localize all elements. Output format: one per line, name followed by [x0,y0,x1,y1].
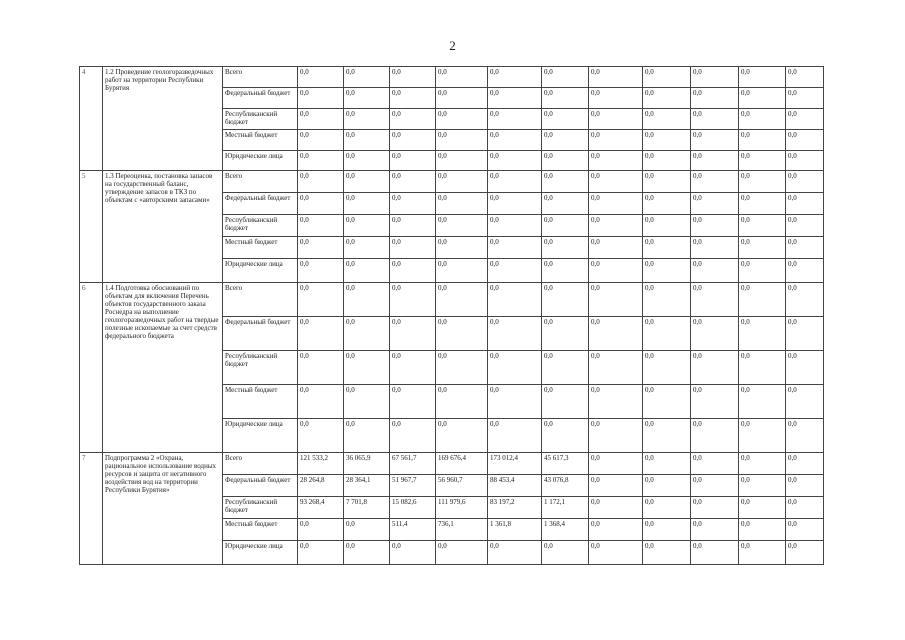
amount-cell: 169 676,4 [436,453,488,475]
amount-cell: 0,0 [691,519,739,541]
amount-cell: 0,0 [643,88,691,109]
amount-cell: 0,0 [344,259,390,283]
amount-cell: 0,0 [298,419,344,453]
amount-cell: 0,0 [390,259,436,283]
amount-cell: 0,0 [344,109,390,130]
amount-cell: 0,0 [691,151,739,171]
amount-cell: 0,0 [643,497,691,519]
amount-cell: 0,0 [643,193,691,215]
amount-cell: 0,0 [542,351,589,385]
amount-cell: 0,0 [344,419,390,453]
amount-cell: 0,0 [542,193,589,215]
funding-source: Республиканский бюджет [223,109,298,130]
row-number: 7 [80,453,103,565]
amount-cell: 0,0 [691,317,739,351]
amount-cell: 0,0 [488,317,542,351]
amount-cell: 0,0 [344,351,390,385]
amount-cell: 56 960,7 [436,475,488,497]
amount-cell: 121 533,2 [298,453,344,475]
amount-cell: 0,0 [691,419,739,453]
table-row [80,283,824,317]
amount-cell: 0,0 [488,88,542,109]
funding-source: Местный бюджет [223,237,298,259]
amount-cell: 0,0 [643,419,691,453]
amount-cell: 0,0 [589,317,643,351]
amount-cell: 0,0 [542,151,589,171]
amount-cell: 0,0 [298,519,344,541]
amount-cell: 0,0 [691,237,739,259]
amount-cell: 0,0 [390,385,436,419]
amount-cell: 0,0 [589,475,643,497]
amount-cell: 0,0 [589,67,643,88]
amount-cell: 0,0 [298,171,344,193]
amount-cell: 0,0 [739,171,786,193]
amount-cell: 0,0 [739,130,786,151]
amount-cell: 0,0 [488,419,542,453]
amount-cell: 0,0 [390,351,436,385]
row-number: 4 [80,67,103,171]
amount-cell: 0,0 [436,385,488,419]
amount-cell: 0,0 [298,193,344,215]
amount-cell: 0,0 [739,317,786,351]
amount-cell: 0,0 [739,283,786,317]
amount-cell: 0,0 [298,151,344,171]
amount-cell: 0,0 [739,519,786,541]
amount-cell: 0,0 [691,109,739,130]
amount-cell: 0,0 [589,519,643,541]
funding-source: Юридические лица [223,419,298,453]
amount-cell: 0,0 [488,283,542,317]
amount-cell: 0,0 [739,237,786,259]
amount-cell: 0,0 [691,193,739,215]
amount-cell: 0,0 [786,385,824,419]
amount-cell: 0,0 [786,193,824,215]
amount-cell: 0,0 [298,237,344,259]
amount-cell: 0,0 [691,283,739,317]
amount-cell: 736,1 [436,519,488,541]
amount-cell: 0,0 [344,171,390,193]
amount-cell: 0,0 [589,215,643,237]
funding-source: Местный бюджет [223,130,298,151]
amount-cell: 0,0 [786,419,824,453]
amount-cell: 0,0 [739,151,786,171]
amount-cell: 0,0 [691,88,739,109]
amount-cell: 0,0 [436,193,488,215]
amount-cell: 0,0 [390,88,436,109]
amount-cell: 0,0 [344,130,390,151]
table-row [80,67,824,88]
amount-cell: 0,0 [298,317,344,351]
amount-cell: 0,0 [488,385,542,419]
table-body [80,67,824,565]
amount-cell: 0,0 [739,259,786,283]
amount-cell: 0,0 [390,237,436,259]
amount-cell: 0,0 [344,519,390,541]
amount-cell: 28 364,1 [344,475,390,497]
amount-cell: 45 617,3 [542,453,589,475]
amount-cell: 0,0 [786,475,824,497]
program-name: 1.2 Проведение геологоразведочных работ на территории Республики Бурятия [103,67,223,171]
amount-cell: 0,0 [542,109,589,130]
amount-cell: 0,0 [691,130,739,151]
amount-cell: 0,0 [786,171,824,193]
amount-cell: 0,0 [344,215,390,237]
program-name: 1.4 Подготовка обоснований по объектам для включения Перечень объектов государственного заказа Роснедра на выполнение геологоразведочных работ на твердые полезные ископаемые за счет средств федерального бюджета [103,283,223,453]
amount-cell: 0,0 [643,453,691,475]
amount-cell: 0,0 [542,88,589,109]
amount-cell: 0,0 [643,215,691,237]
amount-cell: 0,0 [691,171,739,193]
amount-cell: 0,0 [739,475,786,497]
amount-cell: 0,0 [691,497,739,519]
amount-cell: 0,0 [739,419,786,453]
amount-cell: 173 012,4 [488,453,542,475]
amount-cell: 0,0 [390,171,436,193]
amount-cell: 0,0 [786,259,824,283]
funding-source: Республиканский бюджет [223,215,298,237]
amount-cell: 1 361,8 [488,519,542,541]
amount-cell: 0,0 [488,237,542,259]
amount-cell: 93 268,4 [298,497,344,519]
amount-cell: 0,0 [589,88,643,109]
amount-cell: 0,0 [542,419,589,453]
program-name: 1.3 Переоценка, постановка запасов на государственный баланс, утверждение запасов в ТКЗ по объектам с «авторскими запасами» [103,171,223,283]
amount-cell: 0,0 [643,67,691,88]
amount-cell: 0,0 [786,215,824,237]
amount-cell: 0,0 [542,541,589,565]
amount-cell: 51 967,7 [390,475,436,497]
amount-cell: 0,0 [298,109,344,130]
amount-cell: 0,0 [542,67,589,88]
amount-cell: 0,0 [436,67,488,88]
amount-cell: 0,0 [643,237,691,259]
amount-cell: 0,0 [488,151,542,171]
amount-cell: 0,0 [786,283,824,317]
amount-cell: 0,0 [589,130,643,151]
table-row [80,453,824,475]
amount-cell: 0,0 [786,519,824,541]
amount-cell: 0,0 [589,385,643,419]
amount-cell: 0,0 [643,283,691,317]
amount-cell: 0,0 [436,109,488,130]
page-number: 2 [449,38,456,53]
amount-cell: 0,0 [436,215,488,237]
amount-cell: 0,0 [589,237,643,259]
row-number: 6 [80,283,103,453]
amount-cell: 0,0 [298,351,344,385]
amount-cell: 0,0 [436,171,488,193]
amount-cell: 0,0 [436,237,488,259]
amount-cell: 0,0 [488,351,542,385]
amount-cell: 0,0 [589,283,643,317]
amount-cell: 0,0 [786,317,824,351]
amount-cell: 0,0 [436,259,488,283]
funding-source: Юридические лица [223,259,298,283]
amount-cell: 0,0 [344,151,390,171]
amount-cell: 0,0 [691,215,739,237]
amount-cell: 0,0 [691,453,739,475]
amount-cell: 0,0 [691,385,739,419]
amount-cell: 43 076,8 [542,475,589,497]
amount-cell: 0,0 [691,475,739,497]
amount-cell: 0,0 [390,317,436,351]
amount-cell: 0,0 [589,259,643,283]
amount-cell: 0,0 [344,283,390,317]
program-name: Подпрограмма 2 «Охрана, рациональное использование водных ресурсов и защита от негативного воздействия вод на территории Республики Бурятия» [103,453,223,565]
amount-cell: 0,0 [488,259,542,283]
amount-cell: 511,4 [390,519,436,541]
amount-cell: 0,0 [542,317,589,351]
amount-cell: 0,0 [488,130,542,151]
amount-cell: 0,0 [589,151,643,171]
amount-cell: 0,0 [786,151,824,171]
amount-cell: 0,0 [390,283,436,317]
funding-source: Юридические лица [223,541,298,565]
amount-cell: 0,0 [786,541,824,565]
amount-cell: 0,0 [298,130,344,151]
amount-cell: 0,0 [589,419,643,453]
row-number: 5 [80,171,103,283]
amount-cell: 0,0 [739,215,786,237]
amount-cell: 0,0 [488,67,542,88]
amount-cell: 0,0 [589,497,643,519]
amount-cell: 0,0 [643,351,691,385]
amount-cell: 0,0 [739,497,786,519]
amount-cell: 15 082,6 [390,497,436,519]
amount-cell: 0,0 [589,541,643,565]
amount-cell: 0,0 [298,215,344,237]
funding-source: Местный бюджет [223,385,298,419]
amount-cell: 0,0 [786,237,824,259]
amount-cell: 1 172,1 [542,497,589,519]
amount-cell: 0,0 [643,151,691,171]
amount-cell: 0,0 [739,453,786,475]
amount-cell: 0,0 [691,351,739,385]
amount-cell: 0,0 [344,193,390,215]
amount-cell: 0,0 [390,419,436,453]
amount-cell: 0,0 [786,109,824,130]
amount-cell: 88 453,4 [488,475,542,497]
funding-source: Всего [223,67,298,88]
amount-cell: 0,0 [344,541,390,565]
amount-cell: 0,0 [298,283,344,317]
amount-cell: 0,0 [488,541,542,565]
amount-cell: 0,0 [488,171,542,193]
amount-cell: 36 065,9 [344,453,390,475]
amount-cell: 0,0 [542,130,589,151]
amount-cell: 0,0 [344,317,390,351]
funding-source: Всего [223,453,298,475]
amount-cell: 0,0 [298,541,344,565]
amount-cell: 0,0 [436,541,488,565]
amount-cell: 0,0 [488,193,542,215]
amount-cell: 0,0 [390,193,436,215]
amount-cell: 0,0 [739,351,786,385]
amount-cell: 0,0 [643,317,691,351]
amount-cell: 0,0 [436,419,488,453]
amount-cell: 0,0 [643,259,691,283]
amount-cell: 28 264,8 [298,475,344,497]
amount-cell: 0,0 [691,541,739,565]
amount-cell: 0,0 [344,67,390,88]
amount-cell: 0,0 [542,171,589,193]
amount-cell: 0,0 [298,385,344,419]
amount-cell: 0,0 [589,453,643,475]
amount-cell: 0,0 [739,541,786,565]
amount-cell: 0,0 [542,237,589,259]
amount-cell: 0,0 [589,109,643,130]
amount-cell: 0,0 [488,109,542,130]
amount-cell: 0,0 [488,215,542,237]
amount-cell: 111 979,6 [436,497,488,519]
funding-source: Местный бюджет [223,519,298,541]
amount-cell: 0,0 [691,259,739,283]
amount-cell: 0,0 [643,171,691,193]
amount-cell: 0,0 [739,67,786,88]
amount-cell: 0,0 [589,351,643,385]
amount-cell: 0,0 [739,88,786,109]
amount-cell: 0,0 [786,497,824,519]
amount-cell: 0,0 [589,193,643,215]
funding-source: Федеральный бюджет [223,317,298,351]
amount-cell: 0,0 [643,385,691,419]
amount-cell: 0,0 [643,475,691,497]
amount-cell: 0,0 [542,259,589,283]
amount-cell: 0,0 [344,237,390,259]
funding-source: Республиканский бюджет [223,351,298,385]
funding-source: Федеральный бюджет [223,193,298,215]
table-row [80,171,824,193]
amount-cell: 0,0 [390,215,436,237]
amount-cell: 0,0 [436,88,488,109]
amount-cell: 0,0 [542,385,589,419]
amount-cell: 0,0 [786,67,824,88]
amount-cell: 0,0 [436,317,488,351]
funding-source: Юридические лица [223,151,298,171]
amount-cell: 67 561,7 [390,453,436,475]
amount-cell: 0,0 [436,283,488,317]
amount-cell: 0,0 [390,130,436,151]
amount-cell: 0,0 [390,541,436,565]
amount-cell: 0,0 [643,541,691,565]
funding-source: Всего [223,283,298,317]
amount-cell: 0,0 [786,130,824,151]
amount-cell: 0,0 [436,151,488,171]
funding-source: Всего [223,171,298,193]
amount-cell: 0,0 [298,88,344,109]
amount-cell: 0,0 [390,67,436,88]
amount-cell: 0,0 [643,130,691,151]
amount-cell: 0,0 [298,259,344,283]
amount-cell: 0,0 [542,215,589,237]
amount-cell: 0,0 [589,171,643,193]
budget-table [79,66,824,565]
amount-cell: 0,0 [643,519,691,541]
amount-cell: 1 368,4 [542,519,589,541]
amount-cell: 0,0 [786,351,824,385]
amount-cell: 0,0 [739,109,786,130]
amount-cell: 0,0 [298,67,344,88]
funding-source: Республиканский бюджет [223,497,298,519]
amount-cell: 0,0 [436,351,488,385]
amount-cell: 0,0 [542,283,589,317]
amount-cell: 0,0 [390,151,436,171]
amount-cell: 0,0 [786,88,824,109]
amount-cell: 0,0 [739,193,786,215]
amount-cell: 0,0 [344,88,390,109]
funding-source: Федеральный бюджет [223,88,298,109]
funding-source: Федеральный бюджет [223,475,298,497]
amount-cell: 0,0 [643,109,691,130]
amount-cell: 7 701,8 [344,497,390,519]
amount-cell: 0,0 [786,453,824,475]
amount-cell: 0,0 [390,109,436,130]
amount-cell: 0,0 [436,130,488,151]
amount-cell: 0,0 [344,385,390,419]
amount-cell: 83 197,2 [488,497,542,519]
amount-cell: 0,0 [691,67,739,88]
amount-cell: 0,0 [739,385,786,419]
